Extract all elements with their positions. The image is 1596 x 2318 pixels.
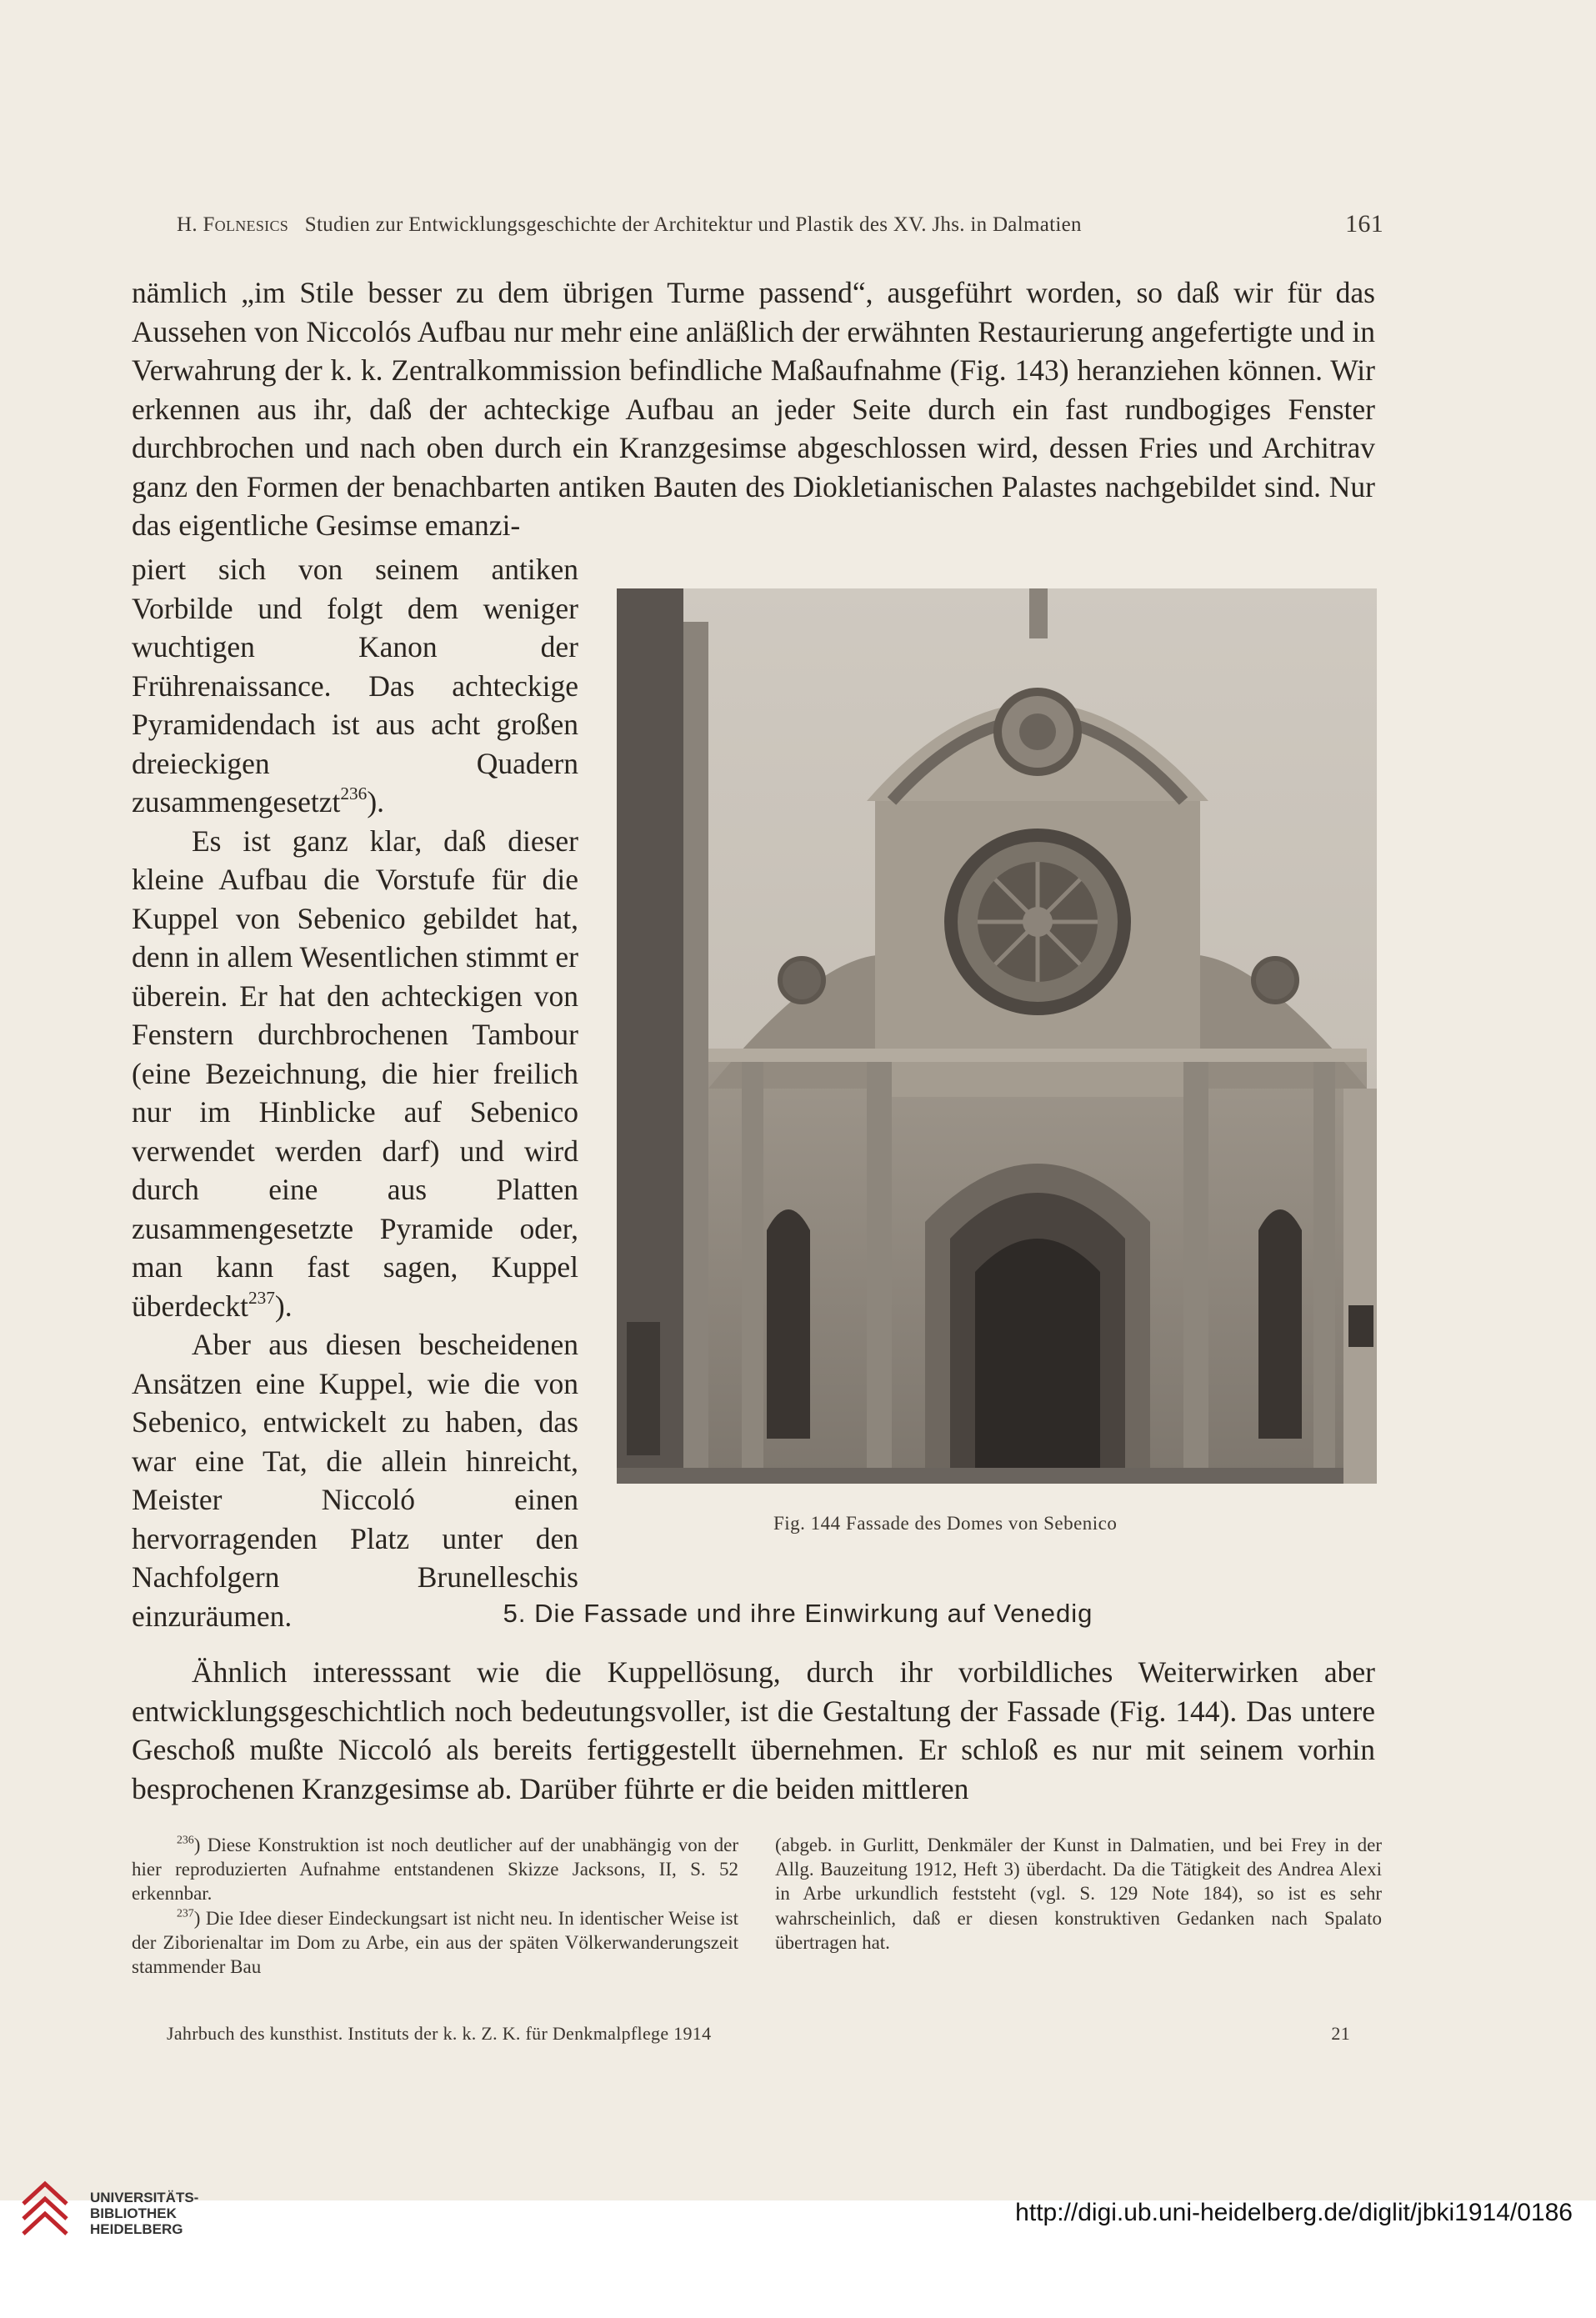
column-paragraph-1-end: ). xyxy=(367,785,385,819)
journal-line: Jahrbuch des kunsthist. Instituts der k. k. Z. K. für Denkmalpflege 1914 xyxy=(167,2023,712,2044)
footnote-236-mark: 236 xyxy=(177,1833,194,1846)
footnote-237-mark: 237 xyxy=(177,1905,194,1919)
library-name-line2: BIBLIOTHEK xyxy=(90,2205,177,2221)
footnote-237-text: ) Die Idee dieser Eindeckungsart ist nicht neu. In identischer Weise ist der Ziborienaltar im Dom zu Arbe, ein aus der späten Völkerwanderungszeit stammender Bau xyxy=(132,1907,738,1978)
page-footer xyxy=(167,2023,1350,2045)
intro-paragraph-text: nämlich „im Stile besser zu dem übrigen Turme passend“, ausgeführt worden, so daß wir für das Aussehen von Niccolós Aufbau nur mehr eine anläßlich der erwähnten Restaurierung angefertigte und in Verwahrung der k. k. Zentralkommission befindliche Maßaufnahme (Fig. 143) heranziehen können. Wir erkennen aus ihr, daß der achteckige Aufbau an jeder Seite durch ein fast rundbogiges Fenster durchbrochen und nach oben durch ein Kranzgesimse abgeschlossen wird, dessen Fries und Architrav ganz den Formen der benachbarten antiken Bauten des Diokletianischen Palastes nachgebildet sind. Nur das eigentliche Gesimse emanzi- xyxy=(132,276,1375,542)
column-paragraph-2-text: Es ist ganz klar, daß dieser kleine Aufbau die Vorstufe für die Kuppel von Sebenico gebildet hat, denn in allem Wesentlichen stimmt er überein. Er hat den achteckigen von Fenstern durchbrochenen Tambour (eine Bezeichnung, die hier freilich nur im Hinblicke auf Sebenico verwendet werden darf) und wird durch eine aus Platten zusammengesetzte Pyramide oder, man kann fast sagen, Kuppel überdeckt xyxy=(132,824,578,1323)
column-paragraph-2 xyxy=(132,822,578,1326)
signature-mark: 21 xyxy=(1331,2023,1350,2044)
column-paragraph-1-text: piert sich von seinem antiken Vorbilde und folgt dem weniger wuchtigen Kanon der Frührenaissance. Das achteckige Pyramidendach ist aus acht großen dreieckigen Quadern zusammengesetzt xyxy=(132,553,578,819)
text-column xyxy=(132,550,578,1635)
running-header xyxy=(177,210,1383,238)
footnotes-left-column xyxy=(132,1833,738,1979)
library-name-line3: HEIDELBERG xyxy=(90,2221,183,2237)
footnote-ref-237[interactable]: 237 xyxy=(248,1287,275,1308)
library-name xyxy=(90,2190,198,2237)
library-name-line1: UNIVERSITÄTS- xyxy=(90,2190,199,2205)
section-paragraph-text: Ähnlich interesssant wie die Kuppellösung, durch ihr vorbildliches Weiterwirken aber entwicklungsgeschichtlich noch bedeutungsvoller, ist die Gestaltung der Fassade (Fig. 144). Das untere Geschoß mußte Niccoló als bereits fertiggestellt übernehmen. Er schloß es nur mit seinem vorhin besprochenen Kranzgesimse ab. Darüber führte er die beiden mittleren xyxy=(132,1655,1375,1805)
footnote-236 xyxy=(132,1833,738,1906)
library-logo-icon xyxy=(17,2179,75,2254)
header-title: Studien zur Entwicklungsgeschichte der Architektur und Plastik des XV. Jhs. in Dalmatien xyxy=(304,213,1082,236)
page-number: 161 xyxy=(1345,210,1383,238)
cathedral-facade-photo xyxy=(617,588,1377,1484)
intro-paragraph xyxy=(132,273,1375,545)
figure-caption: Fig. 144 Fassade des Domes von Sebenico xyxy=(773,1513,1118,1534)
footnotes-right-column xyxy=(775,1833,1382,1955)
footnote-236-text: ) Diese Konstruktion ist noch deutlicher auf der unabhängig von der hier reproduzierten Aufnahme entstandenen Skizze Jacksons, II, S. 52 erkennbar. xyxy=(132,1835,738,1905)
section-heading: 5. Die Fassade und ihre Einwirkung auf Venedig xyxy=(503,1599,1093,1628)
header-author: H. Folnesics xyxy=(177,213,289,236)
facade-illustration xyxy=(617,588,1377,1484)
column-paragraph-2-end: ). xyxy=(274,1289,293,1323)
source-url-link[interactable]: http://digi.ub.uni-heidelberg.de/diglit/jbki1914/0186 xyxy=(1015,2199,1573,2226)
footnote-ref-236[interactable]: 236 xyxy=(340,784,368,804)
footnote-237 xyxy=(132,1906,738,1980)
footnote-continuation: (abgeb. in Gurlitt, Denkmäler der Kunst in Dalmatien, und bei Frey in der Allg. Bauzeitung 1912, Heft 3) überdacht. Da die Tätigkeit des Andrea Alexi in Arbe urkundlich feststeht (vgl. S. 129 Note 184), so ist es sehr wahrscheinlich, daß er diesen konstruktiven Gedanken nach Spalato übertragen hat. xyxy=(775,1835,1382,1953)
section-paragraph xyxy=(132,1653,1375,1808)
column-paragraph-3: Aber aus diesen bescheidenen Ansätzen eine Kuppel, wie die von Sebenico, entwickelt zu haben, das war eine Tat, die allein hinreicht, Meister Niccoló einen hervorragenden Platz unter den Nachfolgern Brunelleschis einzuräumen. xyxy=(132,1328,578,1633)
column-paragraph-1 xyxy=(132,550,578,822)
